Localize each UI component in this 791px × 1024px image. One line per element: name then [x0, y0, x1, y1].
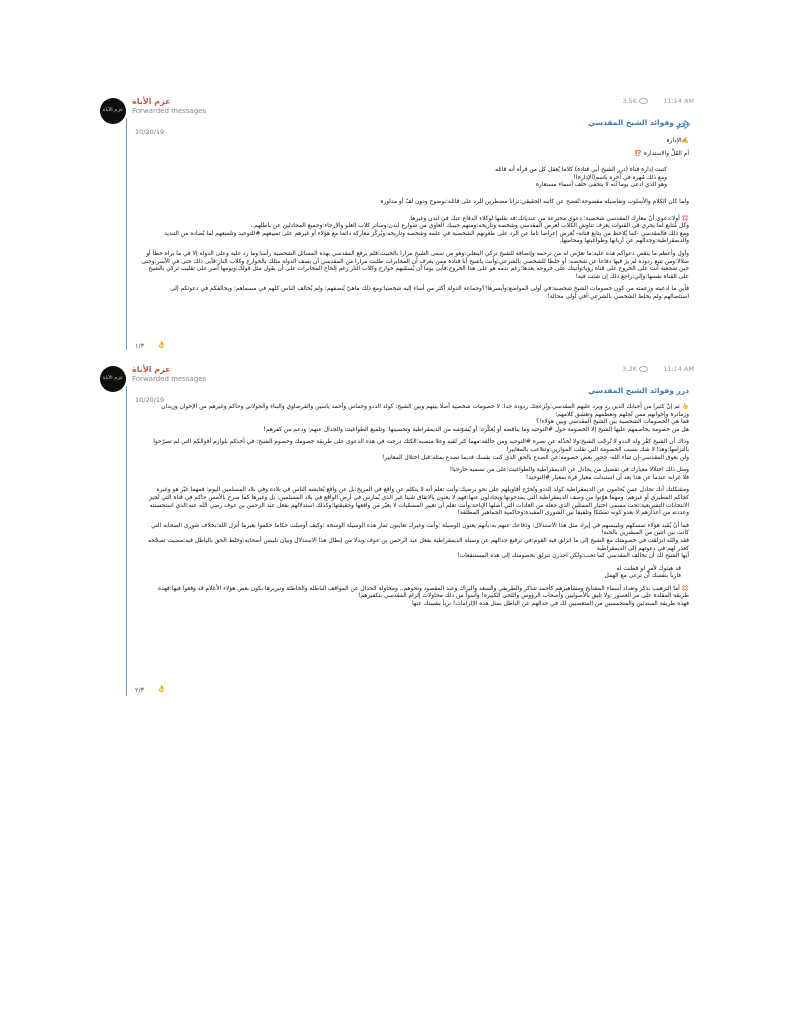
paragraph: 💢 أما الترهيب بذكر وتعداد أسماء المشايخ ومشاهيرهم كأحمد شاكر والطريفي والسعد والبراك وعبد المقصود ونحوهم.. ومحاولة الجدال عن المواقف الباطلة والخاطئة وتبريرها بكون بعض هؤلاء الأعلام قد وقعوا فيها:فهذه طريقة المقلدة على مر العصور :ولا تليق بالأصوليين وأصحاب الرؤوس واللحى الكبيرة! وأسوأ من ذلك محاولات إلزام المقدسي بتكفيرهم! فهذه طريقة المبتدئين والمتحمسين من المتعصبين لك في جدالهم عن الباطل بمثل هذه الإلزامات! نربأ بشيبتك عنها [158, 585, 689, 608]
avatar-logo: عزم الأباة [102, 375, 124, 381]
sender-name[interactable]: عزم الأباة [132, 97, 171, 106]
paragraph: 👆 ثم إنّ كثيرا من أحبابك الذين رد ويرد عليهم المقدسي:وتُزعجك ردوده جدا: لا خصومات شخصية أصلا بينهم وبين الشيخ: كولد الددو وحماس وأحمد ياسين والقرضاوي والبناء والجولاني وحاكم وغيرهم من الإخوان وزيدان وزماترة وإخوانهم ممن تُجلهم وتعظّمهم وتعشق كلامهم: فما هي الخصومات الشخصية بين الشيخ المقدسي وبين هؤلاء!؟ هل من خصومة يخاصمهم عليها الشيخ إلا الخصومة حول #التوحيد وما يناقضه أو يُعكّره: أو يُشوّشه من الديمقراطية وتحسينها: وتلميع الطواغيت والجدال عنهم: ودعم من كفرهم! [161, 404, 689, 433]
page-counter: ٢/٣ [135, 686, 145, 694]
quote-title[interactable]: درر وفوائد الشيخ المقدسي [588, 386, 689, 395]
paragraph: وأول وأعظم ما ينقض دعواكم هذه عليه:ما تعرّض له من ترحمه وإنصافه للشيخ تركي البنعلي:وهو من سمى الشيخ مرارا بالخبيث:فلم يرفع المقدسي بهذه المسائل الشخصية رأسا:وما رد عليه وعلى الدولة إلا في ما يراه خطأ أو ضلالا:ومن تتبع ردوده لم يرَ فيها دفاعا عن شخصه: أو خلطا للشخصي بالشرعي:وأنت ياشيخ أبا قتادة ممن يعرف أن المخابرات طلبت مرارا من المقدسي أن يصف الدولة مثلك بالخوارج وكلاب النار:فأبى ذلك حتى في الأسر:وحتى حين شجعته أنت على الخروج على قناة رؤيا:وأتيتك على خروجه بعدها:رغم ندمه هو على هذا الخروج:فأبى يوما أن يُسمّيهم خوارج وكلاب النار رغم إلحاح المخابرات على أن يقول مثل قولك:ويومها أصر على تقليب تركي بالشيخ على القناة نفسها:وإلي:راجع ذلك إن شئت فيه! [141, 250, 689, 280]
message-1 [100, 98, 700, 358]
quote-title[interactable]: درر وفوائد الشيخ المقدسي [588, 118, 689, 127]
paragraph: قد هيئوك لأمرٍ لو فطنت له فاربأ بنفسك أن ترعى مع الهمل [604, 565, 681, 580]
quote-date: 10/20/19 [135, 128, 165, 136]
forwarded-quote [126, 386, 693, 696]
paragraph: فأين ما ادعيته وزعمته من كون خصومات الشيخ شخصية:في أولى المواضع:وأيسرها!؟وجماعة الدولة أكثر من أساء إليه شخصيا:ومع ذلك ماهيّ يُنصفهم: ولم يُخالف الناس كلهم في مسماهم: ويخالفكم في دعوتكم إلى استئصالهم:ولم يخلط الشخصي بالشرعي:أفي أولى محالة! [170, 286, 689, 300]
view-count: 3.5K [622, 97, 648, 105]
eye-icon [639, 366, 648, 372]
paragraph: أم القَلِّ والاستدارة ⁉️ [634, 150, 689, 157]
paragraph: فما أنْ يُقيد هؤلاء تمسكهم وتلبيسهم في إيراد مثل هذا الاستدلال: وذفاعك عنهم به:بأنهم يعنون الوسيلة :وأنت وغيرك تعاينون ثمار هذه الوسيلة الوسخة :وكيف أوصلت حكاما حكموا بغيرما أنزل الله:بخلاف شورى الصحابة التي كانت بين اثنين من المبشرين بالجنة! فقد والله انزلقت في خصومتك مع الشيخ إلى ما انزلق فيه القوم:في ترقيع جدالهم عن وسيلة الديمقراطية بفعل عبد الرحمن بن عوف:وبدلا من إبطال هذا الاستدلال وبيان تلبيس أصحابه:وخلط الحق بالباطل فيه:مضيت تصحّحه كعذر لهم:في دعوتهم إلى الديمقراطية أيها الشيخ لك أن تخالف المقدسي كما تحب:ولكن احذرن تنزلق بخصومتك إلى هذه المستنقعات! [147, 522, 689, 560]
message-2 [100, 366, 700, 702]
channel-avatar[interactable] [100, 366, 126, 392]
page-counter: ١/٣ [135, 342, 145, 350]
message-body [141, 138, 689, 307]
channel-avatar[interactable] [100, 98, 126, 124]
paragraph: وذاك أن الشيخ كفّر ولد الددو لا تُرجّب الشيخ:ولا تُخذّله عن نصرة #التوحيد ومن خالفه:مهما كثر لقبه وعلا منصبه:الكثك درجت في هذه الدعوى على طريقة خصومك وخصوم الشيخ: في أخذكم بلوازم أقوالكم التي لم تصرّحوا بالتزامها:وهذا لا شك بسبب الخصومة التي تقلب الموازين:وتتلاعب بالمعايير! ولن يعوق المقدسي-إن شاء الله- جحور بعض خصومه:عن الصدع بالحق الذي كنت نفسك قديما تصدع بمثله:قبل اختلال المعايير! [153, 439, 689, 461]
hand-icon: 👌 [157, 341, 166, 349]
eye-icon [639, 98, 648, 104]
timestamp: 11:14 AM [663, 365, 694, 373]
view-count: 3.2K [622, 365, 648, 373]
avatar-logo: عزم الأباة [102, 107, 124, 113]
paragraph: ولما كان الكلام والأسلوب وتفاصيله مفضوحة:تُفضح عن كاتبه الحقيقي:ترانا مضطرين للرد على قائله:بوضوح ودون لفّ أو مداورة [380, 198, 689, 205]
forwarded-label: Forwarded messages [132, 107, 207, 115]
forwarded-quote [126, 118, 693, 350]
forwarded-label: Forwarded messages [132, 375, 207, 383]
hand-icon: 👌 [157, 685, 166, 693]
timestamp: 11:14 AM [663, 97, 694, 105]
paragraph: ومثل ذلك اختلالا معيارك في تفضيل من يجادل عن الديمقراطية والطواغيت:على من تسميه خارجيا! فلا غرابة عندما عن هذا بعد أن استبدلت معيار قرة بمعيار #التوحيد! [449, 467, 689, 481]
paragraph: كتبت إدارة قناة (درر الشيخ أبي قتادة) كلاما يُعقل كل من قرأه أنه قائله ومع ذلك مُهره في آخره باسم(الإدارة)! وهو الذي ادعى يوما أنه لا يتخفى خلف أسماء مستعارة [495, 167, 667, 189]
paragraph: ✍️الإدارة [666, 138, 689, 144]
message-body [141, 404, 689, 614]
sender-name[interactable]: عزم الأباة [132, 365, 171, 374]
quote-date: 10/20/19 [135, 396, 165, 404]
paragraph: 💢 أولا:دعوى أنّ معارك المقدسي شخصية: دعوى مخترعة من عنديانك:قد نقلنها لوكلاء الدفاع عنك في لندن وغيرها. وكل مُتابع لما يجري في القنوات يعرف تناوش الكلاب لعرض المقدسي وشخصه وتاريخه:ومنهم حبيبك العاوي من شوارع لندن:وسائر كلاب الغلو والإرجاء:وجميع المجادلين عن باطلهم.. ومع ذلك فالمقدسي -كما يُلاحظ من يتابع قناته- يُعرض إعراضا تاما عن الرد على طعونهم الشخصية في علمه وشخصه وتاريخه:ويُركّز معاركه دائما مع هؤلاء أو غيرهم على تمييعهم #للتوحيد وتلميعهم لما يُضاده من التنديد والديمقراطية:وجدالهم عن أربابها وطواغيتها ومحاميها. [164, 215, 689, 245]
paragraph: ومشكلتك أنك تجادل عمن يُحامون عن الديمقراطية كولد الددو وتُخرّج أقاويلهم على نحو يرضيك:وأنت تعلم أنه لا يتكلم عن واقع في المريخ:بل عن واقع يُعايشه الناس في بلاده وفي بلاد المسلمين اليوم: فمهما غيّر هو وغيره كحاكم المطيري أو غيرهم: ومهما هوّنوا من وصف الديمقراطية التي يمدحونها ويجادلون عنها:فهم لا يعنون بالاتفاق شيئا غير الذي يُمارس في أرض الواقع في بلاد المسلمين: بل وغيرها كما صرح بالأمس حاكم في قناة التي تُجيز الانتخابات التشريعية:تحت مسمى اختيار الممثلين الذي جعله من العادات التي أصلها الإباحة:وأنت تعلم أن تغيير المسمّيات لا يغيّر من واقعها وحقيقتها:وكذلك استدلالهم بفعل عبد الرحمن بن عوف رضي الله عنه:الذي استحسنته وعددته من أعذارهم:لا يعدو كونه تمسّكا وتلقيفا بين الشورى المقيدة:وحاكمية الجماهير المطلقة! [149, 487, 689, 517]
